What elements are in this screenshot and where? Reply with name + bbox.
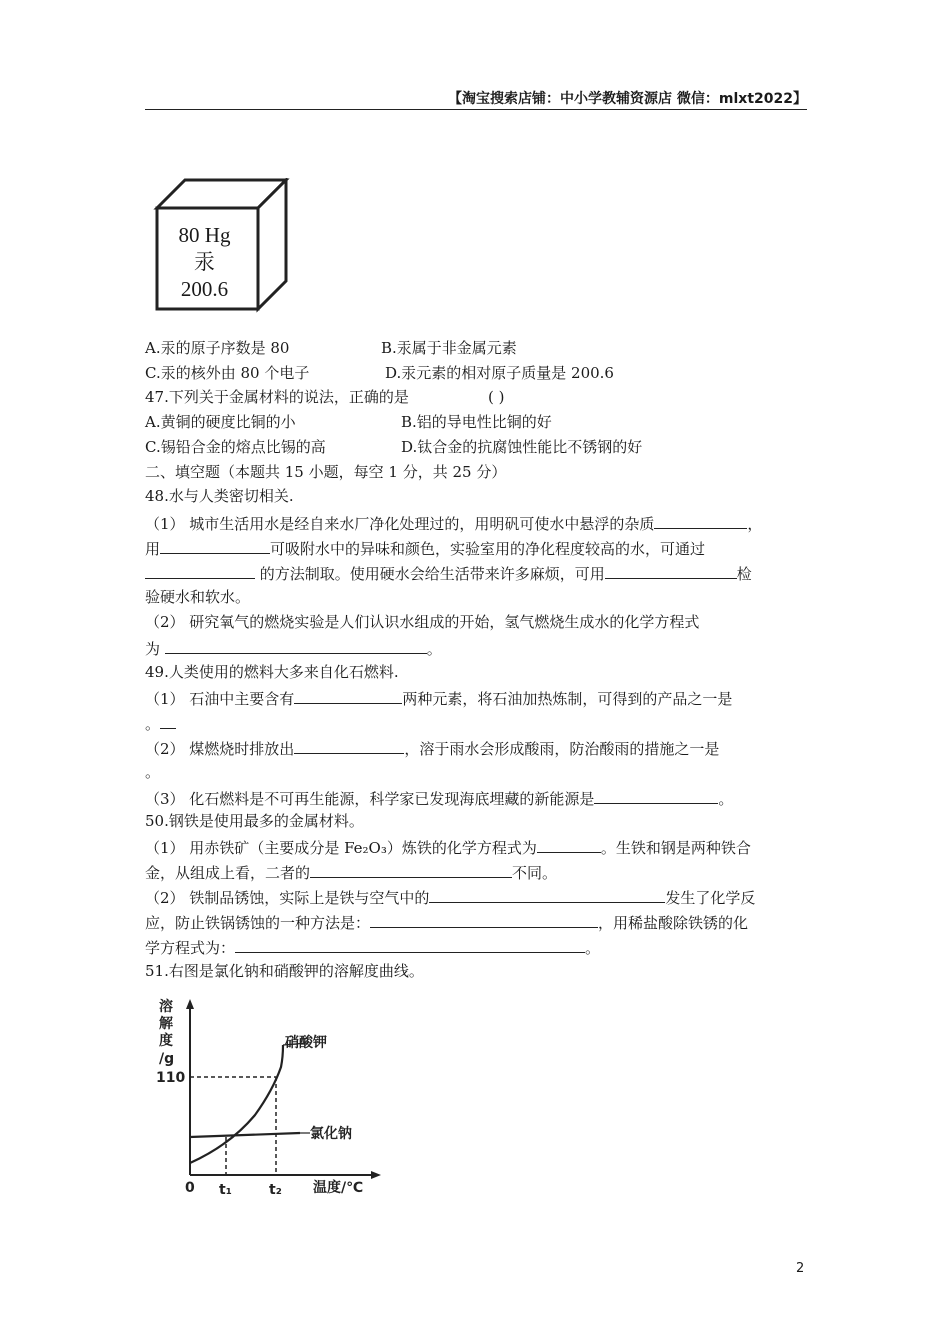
solubility-chart bbox=[155, 995, 395, 1200]
q48-blank-1[interactable] bbox=[654, 510, 747, 529]
q46-option-d: D.汞元素的相对原子质量是 200.6 bbox=[385, 364, 614, 382]
q50-blank-5[interactable] bbox=[235, 934, 585, 953]
x-tick-t2: t₂ bbox=[269, 1182, 282, 1198]
q50-p1-line-b: 金，从组成上看，二者的 不同。 bbox=[145, 859, 557, 885]
header-rule bbox=[145, 109, 807, 110]
q49-blank-2[interactable] bbox=[160, 710, 176, 729]
q50-blank-1[interactable] bbox=[537, 834, 601, 853]
q46-option-c: C.汞的核外由 80 个电子 bbox=[145, 364, 310, 382]
q49-p1-line-b: 。 bbox=[145, 710, 176, 736]
q48-p1-line-d: 验硬水和软水。 bbox=[145, 588, 251, 606]
q48-p2-line-b: 为 。 bbox=[145, 635, 442, 661]
y-axis-label-4: /g bbox=[159, 1051, 175, 1067]
series-nacl-label: 氯化钠 bbox=[310, 1126, 352, 1142]
element-card-line1: 80 Hg bbox=[178, 223, 231, 247]
q47-row-1 bbox=[145, 410, 552, 434]
q47-stem: 47.下列关于金属材料的说法，正确的是 bbox=[145, 388, 409, 406]
q47-option-b: B.铝的导电性比铜的好 bbox=[401, 413, 552, 431]
section-2-title: 二、填空题（本题共 15 小题，每空 1 分，共 25 分） bbox=[145, 463, 507, 481]
x-axis-label: 温度/℃ bbox=[313, 1180, 364, 1196]
q50-p1-line-a: （1） 用赤铁矿（主要成分是 Fe₂O₃）炼铁的化学方程式为 。生铁和钢是两种铁合 bbox=[145, 834, 751, 860]
q47-answer-paren: ( ) bbox=[488, 388, 505, 406]
x-tick-t1: t₁ bbox=[219, 1182, 232, 1198]
series-kno3-curve bbox=[190, 1045, 283, 1163]
q47-option-d: D.钛合金的抗腐蚀性能比不锈钢的好 bbox=[401, 438, 643, 456]
q48-blank-2[interactable] bbox=[160, 535, 270, 554]
q49-blank-1[interactable] bbox=[294, 685, 402, 704]
q51-stem: 51.右图是氯化钠和硝酸钾的溶解度曲线。 bbox=[145, 962, 424, 980]
q48-blank-3[interactable] bbox=[145, 560, 255, 579]
q48-p1-line-c: 的方法制取。使用硬水会给生活带来许多麻烦，可用 检 bbox=[145, 560, 752, 586]
origin-label: 0 bbox=[185, 1180, 195, 1196]
q47-stem-row bbox=[145, 385, 505, 409]
q48-p1-line-a: （1） 城市生活用水是经自来水厂净化处理过的，用明矾可使水中悬浮的杂质 ， bbox=[145, 510, 762, 536]
q49-blank-4[interactable] bbox=[594, 785, 718, 804]
q50-blank-3[interactable] bbox=[429, 884, 665, 903]
x-axis-arrow bbox=[371, 1171, 381, 1179]
q49-p1-line-a: （1） 石油中主要含有 两种元素，将石油加热炼制，可得到的产品之一是 bbox=[145, 685, 732, 711]
series-kno3-label: 硝酸钾 bbox=[285, 1035, 327, 1051]
q46-row-1 bbox=[145, 336, 517, 360]
q49-p3-line: （3） 化石燃料是不可再生能源，科学家已发现海底埋藏的新能源是 。 bbox=[145, 785, 733, 811]
page-header: 【淘宝搜索店铺：中小学教辅资源店 微信：mlxt2022】 bbox=[448, 91, 807, 107]
q48-blank-4[interactable] bbox=[605, 560, 737, 579]
q49-stem: 49.人类使用的燃料大多来自化石燃料. bbox=[145, 663, 399, 681]
q46-option-b: B.汞属于非金属元素 bbox=[381, 339, 517, 357]
q47-row-2 bbox=[145, 435, 643, 459]
q47-option-c: C.锡铅合金的熔点比锡的高 bbox=[145, 438, 326, 456]
q48-blank-5[interactable] bbox=[165, 635, 427, 654]
q49-blank-3[interactable] bbox=[294, 735, 404, 754]
q50-stem: 50.钢铁是使用最多的金属材料。 bbox=[145, 812, 364, 830]
q46-option-a: A.汞的原子序数是 80 bbox=[145, 339, 290, 357]
element-card-text bbox=[157, 222, 252, 303]
q50-p2-line-b: 应，防止铁锅锈蚀的一种方法是： ，用稀盐酸除铁锈的化 bbox=[145, 909, 748, 935]
q48-p1-line-b: 用 可吸附水中的异味和颜色，实验室用的净化程度较高的水，可通过 bbox=[145, 535, 705, 561]
y-axis-label-3: 度 bbox=[159, 1033, 173, 1049]
y-axis-label-2: 解 bbox=[159, 1016, 173, 1032]
y-axis-arrow bbox=[186, 999, 194, 1009]
q50-p2-line-c: 学方程式为： 。 bbox=[145, 934, 600, 960]
q47-option-a: A.黄铜的硬度比铜的小 bbox=[145, 413, 296, 431]
y-tick-110: 110 bbox=[156, 1070, 186, 1086]
series-nacl-line bbox=[190, 1133, 300, 1137]
q48-stem: 48.水与人类密切相关. bbox=[145, 487, 294, 505]
q50-blank-4[interactable] bbox=[370, 909, 598, 928]
q50-blank-2[interactable] bbox=[310, 859, 512, 878]
y-axis-label-1: 溶 bbox=[159, 999, 173, 1015]
q48-p2-line-a: （2） 研究氧气的燃烧实验是人们认识水组成的开始，氢气燃烧生成水的化学方程式 bbox=[145, 613, 700, 631]
q49-p2-line-b: 。 bbox=[145, 763, 161, 781]
q49-p2-line-a: （2） 煤燃烧时排放出 ，溶于雨水会形成酸雨，防治酸雨的措施之一是 bbox=[145, 735, 719, 761]
q46-row-2 bbox=[145, 361, 614, 385]
element-card-line3: 200.6 bbox=[180, 277, 229, 301]
element-card-line2: 汞 bbox=[194, 250, 215, 274]
page-number: 2 bbox=[796, 1261, 805, 1276]
q50-p2-line-a: （2） 铁制品锈蚀，实际上是铁与空气中的 发生了化学反 bbox=[145, 884, 755, 910]
